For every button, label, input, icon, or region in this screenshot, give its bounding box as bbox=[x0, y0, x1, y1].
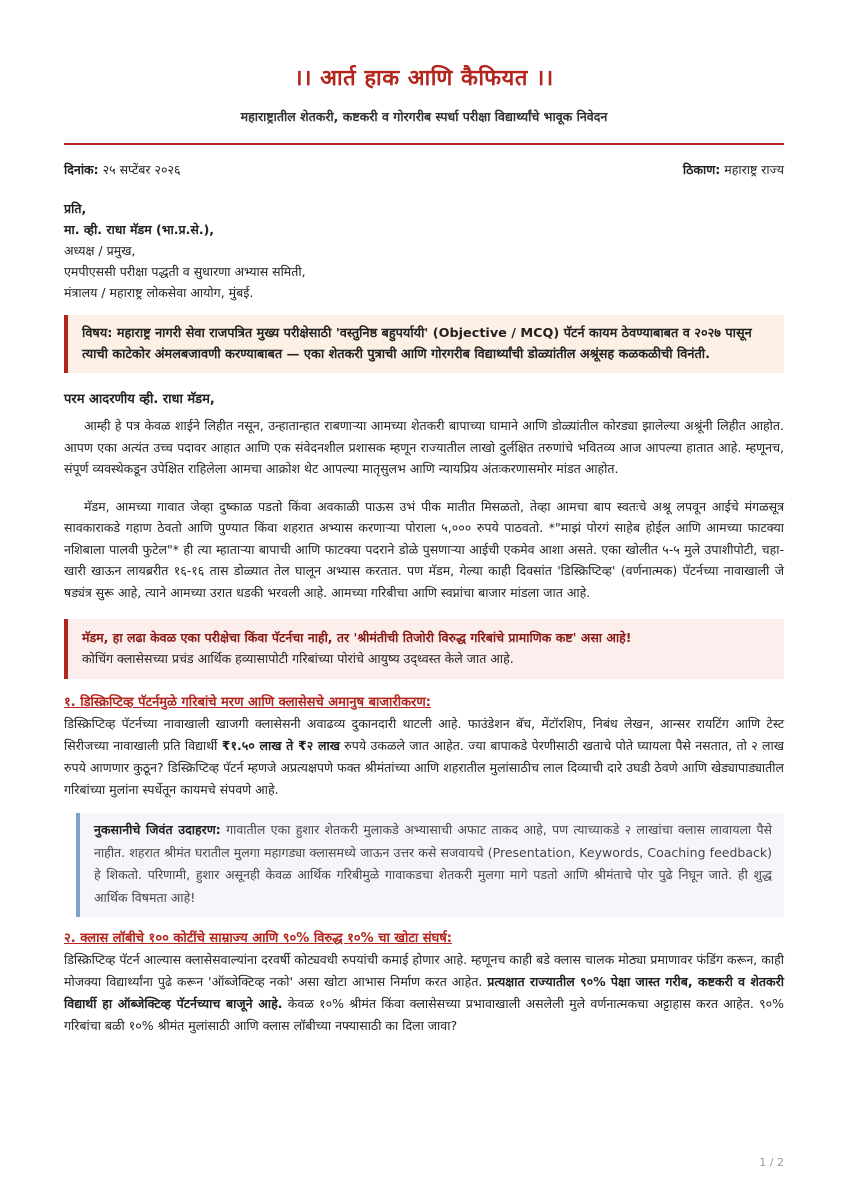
place-value: महाराष्ट्र राज्य bbox=[720, 162, 784, 177]
section-2-heading: २. क्लास लॉबीचे १०० कोटींचे साम्राज्य आणि ९०% विरुद्ध १०% चा खोटा संघर्ष: bbox=[64, 931, 452, 946]
section-1-body bbox=[64, 713, 784, 801]
document-subtitle: महाराष्ट्रातील शेतकरी, कष्टकरी व गोरगरीब स्पर्धा परीक्षा विद्यार्थ्यांचे भावूक निवेदन bbox=[240, 109, 608, 124]
section-1-text-a: डिस्क्रिप्टिव्ह पॅटर्नच्या नावाखाली खाजगी क्लासेसनी अवाढव्य दुकानदारी थाटली आहे. फाउंडेशन बॅच, मेंटॉरशिप, निबंध लेखन, आन्सर रायटिंग आणि टेस्ट सिरीजच्या नावाखाली प्रति विद्यार्थी bbox=[64, 716, 784, 753]
date-value: २५ सप्टेंबर २०२६ bbox=[98, 162, 181, 177]
highlight-strong: मॅडम, हा लढा केवळ एका परीक्षेचा किंवा पॅटर्नचा नाही, तर 'श्रीमंतीची तिजोरी विरुद्ध गरिबांचे प्रामाणिक कष्ट' असा आहे! bbox=[82, 630, 632, 645]
section-1-text-bold: ₹१.५० लाख ते ₹२ लाख bbox=[221, 738, 340, 753]
paragraph-2: मॅडम, आमच्या गावात जेव्हा दुष्काळ पडतो किंवा अवकाळी पाऊस उभं पीक मातीत मिसळतो, तेव्हा आमचा बाप स्वतःचे अश्रू लपवून आईचे मंगळसूत्र सावकाराकडे गहाण ठेवतो आणि पुण्यात किंवा शहरात अभ्यास करणाऱ्या पोराला ५,००० रुपये पाठवतो. *"माझं पोरगं साहेब होईल आणि आमच्या फाटक्या नशिबाला पालवी फुटेल"* ही त्या म्हाताऱ्या बापाची आणि फाटक्या पदराने डोळे पुसणाऱ्या आईची एकमेव आशा असते. एका खोलीत ५-५ मुले उपाशीपोटी, चहा-खारी खाऊन लायब्ररीत १६-१६ तास डोळ्यात तेल घालून अभ्यास करतात. पण मॅडम, गेल्या काही दिवसांत 'डिस्क्रिप्टिव्ह' (वर्णनात्मक) पॅटर्नच्या नावाखाली जे षड्यंत्र सुरू आहे, त्याने आमच्या उरात धडकी भरवली आहे. आमच्या गरिबीचा आणि स्वप्नांचा बाजार मांडला जात आहे. bbox=[64, 498, 784, 600]
header-divider bbox=[64, 143, 784, 145]
meta-row bbox=[64, 161, 784, 178]
section-1-text-b: रुपये उकळले जात आहेत. ज्या बापाकडे पेरणीसाठी खताचे पोते घ्यायला पैसे नसतात, तो २ लाख रुपये आणणार कुठून? डिस्क्रिप्टिव्ह पॅटर्न म्हणजे अप्रत्यक्षपणे फक्त श्रीमंतांच्या आणि शहरातील मुलांसाठीच लाल दिव्याची दारे उघडी ठेवणे आणि खेड्यापाड्यातील गरिबांच्या मुलांना स्पर्धेतून कायमचे संपवणे आहे. bbox=[64, 738, 784, 797]
address-line: अध्यक्ष / प्रमुख, bbox=[64, 243, 136, 258]
section-2-body bbox=[64, 949, 784, 1037]
page-number: 1 / 2 bbox=[759, 1156, 784, 1169]
place bbox=[683, 161, 784, 178]
document-title: ।। आर्त हाक आणि कैफियत ।। bbox=[294, 66, 554, 91]
section-2-text-b: केवळ १०% श्रीमंत किंवा क्लासेसच्या प्रभावाखाली असलेली मुले वर्णनात्मकचा अट्टाहास करत आहेत. ९०% गरिबांचा बळी १०% श्रीमंत मुलांसाठी आणि क्लास लॉबीच्या नफ्यासाठी का दिला जावा? bbox=[64, 996, 784, 1033]
address-name: मा. व्ही. राधा मॅडम (भा.प्र.से.), bbox=[64, 222, 215, 237]
address-line: मंत्रालय / महाराष्ट्र लोकसेवा आयोग, मुंबई. bbox=[64, 285, 254, 300]
section-1-heading: १. डिस्क्रिप्टिव्ह पॅटर्नमुळे गरिबांचे मरण आणि क्लासेसचे अमानुष बाजारीकरण: bbox=[64, 695, 431, 710]
example-text: गावातील एका हुशार शेतकरी मुलाकडे अभ्यासाची अफाट ताकद आहे, पण त्याच्याकडे २ लाखांचा क्लास लावायला पैसे नाहीत. शहरात श्रीमंत घरातील मुलगा महागड्या क्लासमध्ये जाऊन उत्तर कसे सजवायचे (Presentation, Keywords, Coaching feedback) हे शिकतो. परिणामी, हुशार असूनही केवळ आर्थिक गरिबीमुळे गावाकडचा शेतकरी मुलगा मागे पडतो आणि श्रीमंताचे पोर पुढे निघून जाते. ही शुद्ध आर्थिक विषमता आहे! bbox=[94, 822, 773, 905]
salutation: परम आदरणीय व्ही. राधा मॅडम, bbox=[64, 392, 215, 407]
place-label: ठिकाण: bbox=[682, 162, 721, 177]
paragraph-1: आम्ही हे पत्र केवळ शाईने लिहीत नसून, उन्हातान्हात राबणाऱ्या आमच्या शेतकरी बापाच्या घामाने आणि डोळ्यांतील कोरड्या झालेल्या अश्रूंनी लिहीत आहोत. आपण एका अत्यंत उच्च पदावर आहात आणि एक संवेदनशील प्रशासक म्हणून राज्यातील लाखो दुर्लक्षित तरुणांचे भवितव्य आज आपल्या हातात आहे. म्हणूनच, संपूर्ण व्यवस्थेकडून उपेक्षित राहिलेला आमचा आक्रोश थेट आपल्या मातृसुलभ आणि न्यायप्रिय अंतःकरणासमोर मांडत आहोत. bbox=[64, 418, 784, 476]
address-prati: प्रति, bbox=[64, 201, 87, 216]
subject-text: महाराष्ट्र नागरी सेवा राजपत्रित मुख्य परीक्षेसाठी 'वस्तुनिष्ठ बहुपर्यायी' (Objective / MCQ) पॅटर्न कायम ठेवण्याबाबत व २०२७ पासून त्याची काटेकोर अंमलबजावणी करण्याबाबत — एका शेतकरी पुत्राची आणि गोरगरीब विद्यार्थ्यांची डोळ्यांतील अश्रूंसह कळकळीची विनंती. bbox=[82, 326, 752, 362]
example-label: नुकसानीचे जिवंत उदाहरण: bbox=[94, 822, 221, 837]
example-box bbox=[76, 813, 784, 917]
recipient-address bbox=[64, 198, 784, 303]
section-2-text-bold: प्रत्यक्षात राज्यातील ९०% पेक्षा जास्त गरीब, कष्टकरी व शेतकरी विद्यार्थी हा ऑब्जेक्टिव्ह पॅटर्नच्याच बाजूने आहे. bbox=[64, 974, 785, 1011]
address-line: एमपीएससी परीक्षा पद्धती व सुधारणा अभ्यास समिती, bbox=[64, 264, 306, 279]
subject-label: विषय: bbox=[82, 326, 113, 341]
highlight-normal: कोचिंग क्लासेसच्या प्रचंड आर्थिक हव्यासापोटी गरिबांच्या पोरांचे आयुष्य उद्ध्वस्त केले जात आहे. bbox=[82, 651, 514, 666]
highlight-box bbox=[64, 619, 784, 679]
subject-box bbox=[64, 315, 784, 373]
date-label: दिनांक: bbox=[64, 162, 99, 177]
section-2-text-a: डिस्क्रिप्टिव्ह पॅटर्न आल्यास क्लासेसवाल्यांना दरवर्षी कोट्यवधी रुपयांची कमाई होणार आहे. म्हणूनच काही बडे क्लास चालक मोठ्या प्रमाणावर फंडिंग करून, काही मोजक्या विद्यार्थ्यांना पुढे करून 'ऑब्जेक्टिव्ह नको' असा खोटा आभास निर्माण करत आहेत. bbox=[64, 952, 784, 989]
date bbox=[64, 161, 181, 178]
letter-page bbox=[64, 52, 784, 1049]
